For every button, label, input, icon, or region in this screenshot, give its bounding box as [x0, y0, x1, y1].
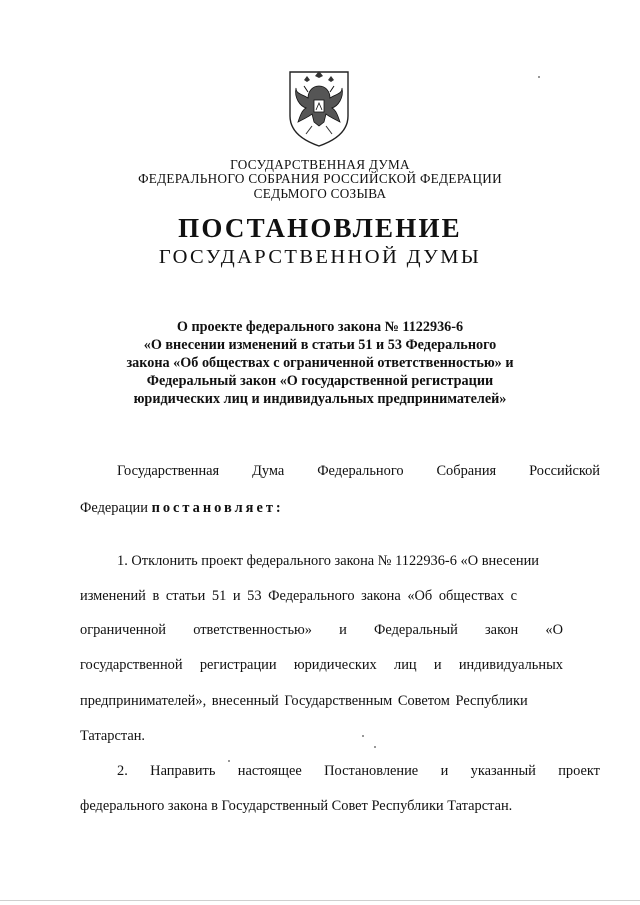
- scan-speck: [538, 76, 540, 78]
- preamble-word: Собрания: [436, 463, 497, 479]
- item-1-word: юридических: [293, 657, 377, 673]
- item-1-word: закон: [485, 622, 519, 638]
- item-2-word: Постановление: [324, 763, 419, 779]
- item-1-line-6: Татарстан.: [80, 728, 146, 744]
- preamble-line-2: [80, 499, 563, 517]
- preamble-word: Федерального: [317, 463, 404, 479]
- item-2-word: указанный: [470, 763, 536, 779]
- scan-speck: [228, 760, 230, 762]
- item-1-line-2: изменений в статьи 51 и 53 Федерального закона «Об обществах с: [80, 588, 518, 604]
- item-1-word: регистрации: [199, 657, 277, 673]
- russian-coat-of-arms-icon: [284, 66, 354, 148]
- item-1-line-3: [80, 621, 563, 639]
- org-line-1: ГОСУДАРСТВЕННАЯ ДУМА: [230, 157, 410, 172]
- item-1-line-5: предпринимателей», внесенный Государственным Советом Республики: [80, 693, 528, 709]
- page-bottom-edge: [0, 900, 640, 901]
- subject-line: юридических лиц и индивидуальных предпринимателей»: [133, 391, 507, 407]
- item-1-word: индивидуальных: [458, 657, 563, 673]
- org-line-3: СЕДЬМОГО СОЗЫВА: [253, 186, 387, 201]
- preamble-decision-word: постановляет:: [151, 500, 284, 516]
- item-2-line-2: федерального закона в Государственный Совет Республики Татарстан.: [80, 798, 513, 814]
- item-2-word: проект: [558, 763, 600, 779]
- item-2-line-1: [80, 762, 600, 780]
- item-2-word: Направить: [150, 763, 216, 779]
- item-1-word: и: [339, 622, 347, 638]
- item-1-word: Федеральный: [374, 622, 458, 638]
- item-2-word: настоящее: [237, 763, 302, 779]
- item-1-word: и: [433, 657, 442, 673]
- document-issuer-title: ГОСУДАРСТВЕННОЙ ДУМЫ: [158, 246, 482, 268]
- preamble-word: Дума: [252, 463, 285, 479]
- subject-line: «О внесении изменений в статьи 51 и 53 Федерального: [143, 337, 497, 353]
- item-1-word: лиц: [394, 657, 417, 673]
- subject-line: О проекте федерального закона № 1122936-6: [176, 319, 464, 335]
- subject-line: закона «Об обществах с ограниченной ответственностью» и: [126, 355, 514, 371]
- subject-line: Федеральный закон «О государственной регистрации: [146, 373, 494, 389]
- item-1-line-1: 1. Отклонить проект федерального закона № 1122936-6 «О внесении: [117, 553, 539, 569]
- preamble-word: Российской: [529, 463, 600, 479]
- preamble-word: Государственная: [117, 463, 220, 479]
- document-subject: [100, 318, 540, 408]
- preamble-line-1: [80, 462, 600, 480]
- item-1-word: ограниченной: [80, 622, 167, 638]
- scan-speck: [374, 746, 376, 748]
- preamble-prefix: Федерации: [80, 500, 152, 516]
- scan-speck: [362, 735, 364, 737]
- item-1-word: ответственностью»: [193, 622, 312, 638]
- item-1-word: «О: [545, 622, 563, 638]
- item-2-word: и: [440, 763, 449, 779]
- document-type-title: ПОСТАНОВЛЕНИЕ: [178, 213, 462, 243]
- org-line-2: ФЕДЕРАЛЬНОГО СОБРАНИЯ РОССИЙСКОЙ ФЕДЕРАЦИИ: [138, 171, 502, 186]
- item-2-word: 2.: [117, 763, 128, 779]
- item-1-word: государственной: [80, 657, 183, 673]
- item-1-line-4: [80, 656, 563, 674]
